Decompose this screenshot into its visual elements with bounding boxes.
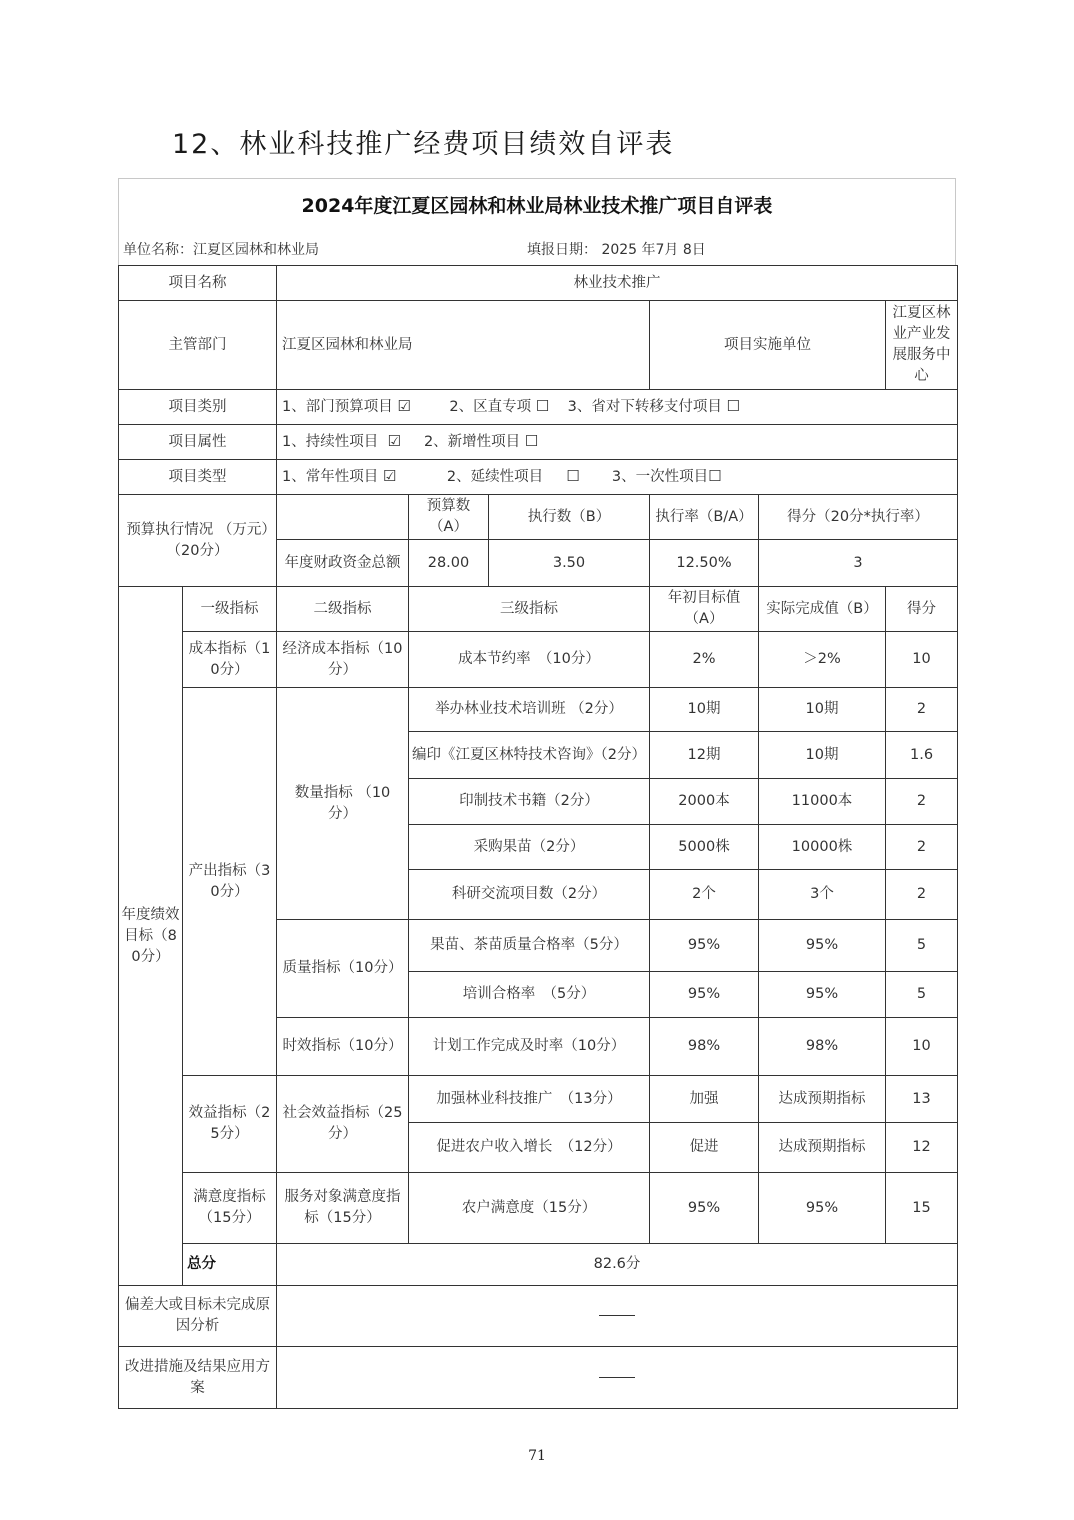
table-row — [119, 1173, 958, 1244]
table-row — [119, 495, 958, 540]
exec-header: 执行数（B） — [489, 495, 650, 540]
table-row — [119, 688, 958, 732]
level2-header: 二级指标 — [277, 587, 409, 632]
indicator-actual: ＞2% — [759, 632, 886, 688]
table-row — [119, 587, 958, 632]
indicator-name: 印制技术书籍（2分） — [409, 779, 650, 825]
indicator-name: 培训合格率 （5分） — [409, 972, 650, 1018]
project-name: 林业技术推广 — [277, 266, 958, 301]
page-number: 71 — [528, 1448, 546, 1464]
indicator-score: 5 — [886, 972, 958, 1018]
indicator-name: 计划工作完成及时率（10分） — [409, 1018, 650, 1076]
checkbox-empty-icon: ☐ — [535, 397, 550, 415]
attr-option-2: 2、新增性项目 — [423, 434, 521, 450]
indicator-target: 2% — [650, 632, 759, 688]
indicator-actual: 98% — [759, 1018, 886, 1076]
indicator-target: 12期 — [650, 732, 759, 779]
category-options — [277, 390, 958, 425]
indicator-score: 2 — [886, 825, 958, 870]
indicator-actual: 10000株 — [759, 825, 886, 870]
indicator-actual: 11000本 — [759, 779, 886, 825]
table-row — [119, 1286, 958, 1347]
indicator-target: 2个 — [650, 870, 759, 920]
budget-score-value: 3 — [759, 540, 958, 587]
output-level1: 产出指标（30分） — [183, 688, 277, 1076]
deviation-value — [277, 1286, 958, 1347]
indicator-actual: 95% — [759, 920, 886, 972]
satisfaction-level2: 服务对象满意度指标（15分） — [277, 1173, 409, 1244]
indicator-target: 2000本 — [650, 779, 759, 825]
improve-value — [277, 1347, 958, 1409]
unit-name: 单位名称：江夏区园林和林业局 — [123, 242, 319, 258]
table-row — [119, 266, 958, 301]
indicator-name: 加强林业科技推广 （13分） — [409, 1076, 650, 1123]
cost-level1: 成本指标（10分） — [183, 632, 277, 688]
indicator-score: 2 — [886, 870, 958, 920]
type-options — [277, 460, 958, 495]
dept-value: 江夏区园林和林业局 — [277, 301, 650, 390]
indicator-actual: 10期 — [759, 688, 886, 732]
budget-label: 预算执行情况 （万元）（20分） — [119, 495, 277, 587]
table-row — [119, 1076, 958, 1123]
total-value: 82.6分 — [277, 1244, 958, 1286]
level3-header: 三级指标 — [409, 587, 650, 632]
dept-label: 主管部门 — [119, 301, 277, 390]
indicator-name: 农户满意度（15分） — [409, 1173, 650, 1244]
indicator-name: 促进农户收入增长 （12分） — [409, 1123, 650, 1173]
type-option-3: 3、一次性项目 — [611, 469, 709, 485]
indicator-target: 促进 — [650, 1123, 759, 1173]
indicator-actual: 10期 — [759, 732, 886, 779]
project-name-label: 项目名称 — [119, 266, 277, 301]
indicator-name: 编印《江夏区林特技术咨询》（2分） — [409, 732, 650, 779]
indicator-actual: 3个 — [759, 870, 886, 920]
target-header: 年初目标值（A） — [650, 587, 759, 632]
indicator-name: 果苗、茶苗质量合格率（5分） — [409, 920, 650, 972]
indicator-score: 2 — [886, 779, 958, 825]
perf-goal-label: 年度绩效目标（80分） — [119, 587, 183, 1286]
type-option-2: 2、延续性项目 — [446, 469, 544, 485]
indicator-target: 95% — [650, 920, 759, 972]
total-label: 总分 — [183, 1244, 277, 1286]
budget-score-header: 得分（20分*执行率） — [759, 495, 958, 540]
attr-label: 项目属性 — [119, 425, 277, 460]
indicator-target: 加强 — [650, 1076, 759, 1123]
table-row — [119, 1347, 958, 1409]
table-row — [119, 460, 958, 495]
budget-header: 预算数（A） — [409, 495, 489, 540]
indicator-score: 1.6 — [886, 732, 958, 779]
empty-cell — [277, 495, 409, 540]
fill-date: 填报日期： 2025 年7月 8日 — [527, 242, 706, 258]
indicator-score: 2 — [886, 688, 958, 732]
fiscal-total-label: 年度财政资金总额 — [277, 540, 409, 587]
attr-options — [277, 425, 958, 460]
indicator-score: 13 — [886, 1076, 958, 1123]
benefit-level1: 效益指标（25分） — [183, 1076, 277, 1173]
attr-option-1: 1、持续性项目 — [282, 434, 379, 450]
checkbox-checked-icon: ☑ — [382, 467, 397, 485]
rate-value: 12.50% — [650, 540, 759, 587]
impl-unit-value: 江夏区林业产业发展服务中心 — [886, 301, 958, 390]
impl-unit-label: 项目实施单位 — [650, 301, 886, 390]
indicator-score: 5 — [886, 920, 958, 972]
dash-line — [599, 1315, 635, 1316]
social-level2: 社会效益指标（25分） — [277, 1076, 409, 1173]
cost-level2: 经济成本指标（10分） — [277, 632, 409, 688]
deviation-label: 偏差大或目标未完成原因分析 — [119, 1286, 277, 1347]
indicator-target: 95% — [650, 1173, 759, 1244]
table-row — [119, 425, 958, 460]
budget-value: 28.00 — [409, 540, 489, 587]
indicator-target: 95% — [650, 972, 759, 1018]
indicator-name: 科研交流项目数（2分） — [409, 870, 650, 920]
category-option-2: 2、区直专项 — [449, 399, 532, 415]
indicator-target: 10期 — [650, 688, 759, 732]
quantity-level2: 数量指标 （10分） — [277, 688, 409, 920]
table-row — [119, 390, 958, 425]
level1-header: 一级指标 — [183, 587, 277, 632]
table-row — [119, 1244, 958, 1286]
checkbox-checked-icon: ☑ — [397, 397, 411, 415]
indicator-name: 成本节约率 （10分） — [409, 632, 650, 688]
indicator-name: 举办林业技术培训班 （2分） — [409, 688, 650, 732]
checkbox-empty-icon: ☐ — [566, 467, 580, 485]
evaluation-table — [118, 265, 958, 1409]
indicator-actual: 95% — [759, 972, 886, 1018]
category-option-1: 1、部门预算项目 — [282, 399, 393, 415]
info-row — [118, 230, 956, 265]
indicator-score: 10 — [886, 632, 958, 688]
checkbox-empty-icon: ☐ — [726, 397, 740, 415]
checkbox-empty-icon: ☐ — [524, 432, 539, 450]
timeliness-level2: 时效指标（10分） — [277, 1018, 409, 1076]
rate-header: 执行率（B/A） — [650, 495, 759, 540]
improve-label: 改进措施及结果应用方案 — [119, 1347, 277, 1409]
satisfaction-level1: 满意度指标（15分） — [183, 1173, 277, 1244]
dash-line — [599, 1377, 635, 1378]
type-label: 项目类型 — [119, 460, 277, 495]
score-header: 得分 — [886, 587, 958, 632]
section-heading: 12、林业科技推广经费项目绩效自评表 — [172, 129, 675, 160]
indicator-score: 12 — [886, 1123, 958, 1173]
indicator-actual: 达成预期指标 — [759, 1076, 886, 1123]
indicator-score: 15 — [886, 1173, 958, 1244]
indicator-actual: 95% — [759, 1173, 886, 1244]
quality-level2: 质量指标（10分） — [277, 920, 409, 1018]
indicator-name: 采购果苗（2分） — [409, 825, 650, 870]
table-row — [119, 301, 958, 390]
indicator-actual: 达成预期指标 — [759, 1123, 886, 1173]
indicator-score: 10 — [886, 1018, 958, 1076]
checkbox-empty-icon: ☐ — [708, 467, 722, 485]
table-row — [119, 632, 958, 688]
category-label: 项目类别 — [119, 390, 277, 425]
type-option-1: 1、常年性项目 — [282, 469, 379, 485]
actual-header: 实际完成值（B） — [759, 587, 886, 632]
indicator-target: 98% — [650, 1018, 759, 1076]
checkbox-checked-icon: ☑ — [387, 432, 401, 450]
indicator-target: 5000株 — [650, 825, 759, 870]
category-option-3: 3、省对下转移支付项目 — [567, 399, 722, 415]
table-title: 2024年度江夏区园林和林业局林业技术推广项目自评表 — [118, 178, 956, 230]
exec-value: 3.50 — [489, 540, 650, 587]
